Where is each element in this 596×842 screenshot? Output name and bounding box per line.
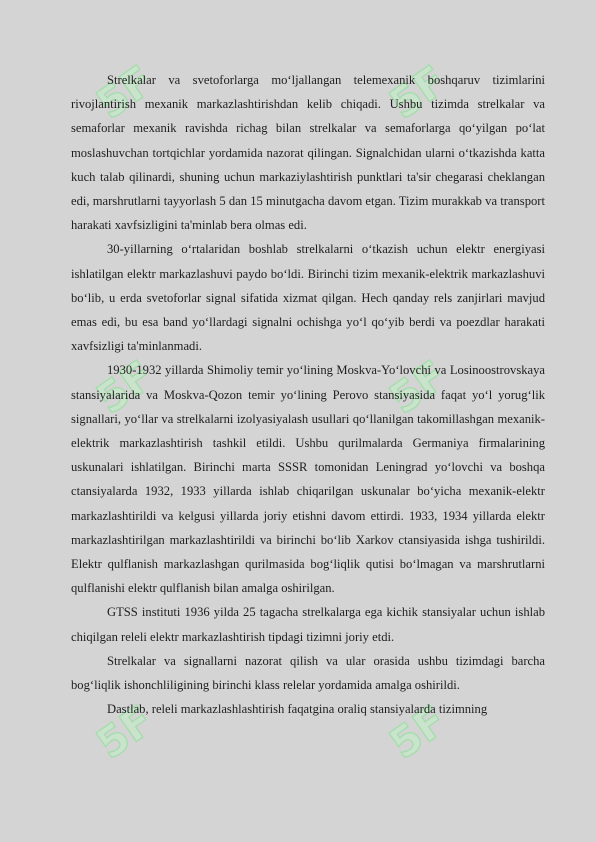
paragraph: 1930-1932 yillarda Shimoliy temir yo‘lining Moskva-Yo‘lovchi va Losinoostrovskaya stansiyalarida va Moskva-Qozon temir yo‘lining Perovo stansiyasida faqat yo‘l yorug‘lik signallari, yo‘llar va strelkalarni izolyasiyalash usullari qo‘llanilgan takomillashgan mexanik-elektrik markazlashtirish tashkil etildi. Ushbu qurilmalarda Germaniya firmalarining uskunalari ishlatilgan. Birinchi marta SSSR tomonidan Leningrad yo‘lovchi va boshqa ctansiyalarda 1932, 1933 yillarda ishlab chiqarilgan uskunalar bo‘yicha mexanik-elektr markazlashtirildi va kelgusi yillarda joriy etishni davom ettirdi. 1933, 1934 yillarda elektr markazlashtirilgan markazlashtirildi va birinchi bo‘lib Xarkov ctansiyasida ishga tushirildi. Elektr qulflanish markazlashgan qurilmasida bog‘liqlik qutisi bo‘lmagan va marshrutlarni qulflanishi elektr qulflanish bilan amalga oshirilgan. xyxy=(71,363,545,596)
paragraph: Dastlab, releli markazlashlashtirish faqatgina oraliq stansiyalarda tizimning xyxy=(107,702,488,717)
document-body xyxy=(71,68,545,721)
svg-text:5F: 5F xyxy=(88,351,163,424)
paragraph: 30-yillarning o‘rtalaridan boshlab strelkalarni o‘tkazish uchun elektr energiyasi ishlatilgan elektr markazlashuvi paydo bo‘ldi. Birinchi tizim mexanik-elektrik markazlashuvi bo‘lib, u erda svetoforlar signal sifatida xizmat qilgan. Hech qanday rels zanjirlari mavjud emas edi, bu esa band yo‘llardagi signalni ochishga yo‘l qo‘yib berdi va poezdlar harakati xavfsizligi ta'minlanmadi. xyxy=(71,242,545,354)
svg-text:5F: 5F xyxy=(381,56,456,129)
svg-text:5F: 5F xyxy=(88,56,163,129)
svg-text:5F: 5F xyxy=(88,696,163,769)
paragraph: Strelkalar va svetoforlarga mo‘ljallangan telemexanik boshqaruv tizimlarini rivojlantirish mexanik markazlashtirishdan kelib chiqadi. Ushbu tizimda strelkalar va semaforlar mexanik ravishda richag bilan strelkalar va semaforlarga qo‘yilgan po‘lat moslashuvchan tortqichlar yordamida nazorat qilingan. Signalchidan ularni o‘tkazishda katta kuch talab qilinardi, shuning uchun markaziylashtirish punktlari ta'sir chegarasi cheklangan edi, marshrutlarni tayyorlash 5 dan 15 minutgacha davom etgan. Tizim murakkab va transport harakati xavfsizligini ta'minlab bera olmas edi. xyxy=(71,73,545,233)
svg-text:5F: 5F xyxy=(381,351,456,424)
paragraph: Strelkalar va signallarni nazorat qilish va ular orasida ushbu tizimdagi barcha bog‘liqlik ishonchliligining birinchi klass relelar yordamida amalga oshirildi. xyxy=(71,653,545,693)
paragraph: GTSS instituti 1936 yilda 25 tagacha strelkalarga ega kichik stansiyalar uchun ishlab chiqilgan releli elektr markazlashtirish tipdagi tizimni joriy etdi. xyxy=(71,605,545,644)
svg-text:5F: 5F xyxy=(381,696,456,769)
